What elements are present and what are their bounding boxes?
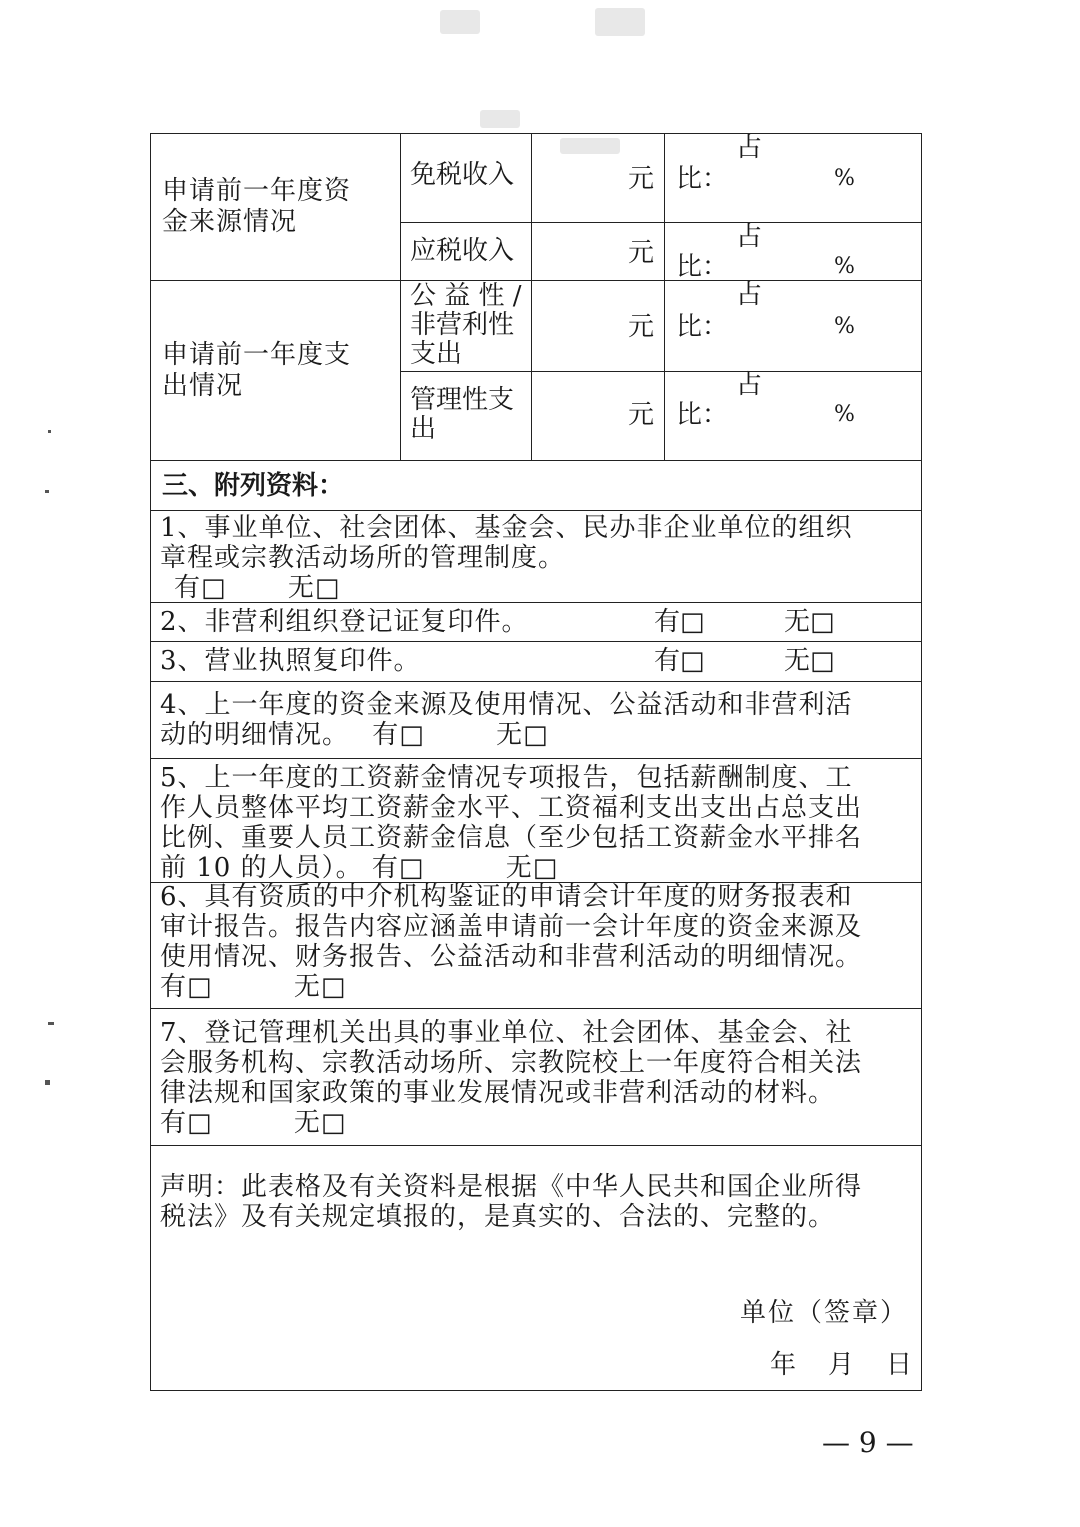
income-type-label: 应税收入 <box>410 236 515 266</box>
date-day: 日 <box>886 1350 913 1380</box>
col-divider <box>400 133 401 460</box>
table-border-left <box>150 133 151 1391</box>
date-year: 年 <box>770 1350 797 1380</box>
checkbox-yes[interactable]: 有□ <box>174 573 227 603</box>
attachment-item-7: 7、登记管理机关出具的事业单位、社会团体、基金会、社 会服务机构、宗教活动场所、宗教院校上一年度符合相关法 律法规和国家政策的事业发展情况或非营利活动的材料。 有□ 无□ <box>160 1018 863 1138</box>
row-divider <box>150 758 922 759</box>
attachment-item-4: 4、上一年度的资金来源及使用情况、公益活动和非营利活 动的明细情况。 有□ 无□ <box>160 690 853 750</box>
checkbox-yes[interactable]: 有□ <box>371 853 425 883</box>
scan-artifact <box>595 8 645 36</box>
row-divider <box>150 280 922 281</box>
checkbox-yes[interactable]: 有□ <box>654 607 705 637</box>
scan-artifact <box>440 10 480 34</box>
checkbox-yes[interactable]: 有□ <box>160 972 213 1002</box>
row-divider <box>150 510 922 511</box>
ratio-top-char: 占 <box>736 133 763 163</box>
amount-unit: 元 <box>628 400 655 430</box>
checkbox-yes[interactable]: 有□ <box>160 1108 213 1138</box>
percent-sign: % <box>834 166 855 191</box>
attachment-item-2: 2、非营利组织登记证复印件。 <box>160 607 529 637</box>
checkbox-no[interactable]: 无□ <box>293 1108 347 1138</box>
checkbox-no[interactable]: 无□ <box>784 646 835 676</box>
ratio-top-char: 占 <box>736 280 763 310</box>
checkbox-no[interactable]: 无□ <box>287 573 341 603</box>
expense-type-label: 公 益 性 / 非营利性 支出 <box>410 281 522 369</box>
col-divider <box>664 133 665 460</box>
percent-sign: % <box>834 254 855 279</box>
row-divider <box>150 681 922 682</box>
declaration: 声明：此表格及有关资料是根据《中华人民共和国企业所得 税法》及有关规定填报的，是真实的、合法的、完整的。 <box>160 1172 863 1232</box>
attachment-item-5: 5、上一年度的工资薪金情况专项报告，包括薪酬制度、工 作人员整体平均工资薪金水平、工资福利支出支出占总支出 比例、重要人员工资薪金信息（至少包括工资薪金水平排名 前 10 的人员）。 有□ 无□ <box>160 763 863 883</box>
row-divider <box>150 1145 922 1146</box>
amount-unit: 元 <box>628 312 655 342</box>
scan-speck <box>45 1080 50 1085</box>
row-divider <box>400 371 922 372</box>
checkbox-no[interactable]: 无□ <box>784 607 835 637</box>
ratio-top-char: 占 <box>736 370 763 400</box>
ratio-label: 比： <box>676 252 729 282</box>
scan-speck <box>48 430 51 433</box>
ratio-label: 比： <box>676 312 729 342</box>
date-month: 月 <box>828 1350 855 1380</box>
scan-speck <box>48 1022 54 1025</box>
attachment-item-6: 6、具有资质的中介机构鉴证的申请会计年度的财务报表和 审计报告。报告内容应涵盖申请前一会计年度的资金来源及 使用情况、财务报告、公益活动和非营利活动的明细情况。 有□ 无□ <box>160 882 863 1002</box>
row-divider <box>400 222 922 223</box>
expense-type-label: 管理性支 出 <box>410 385 515 444</box>
income-label: 申请前一年度资 金来源情况 <box>162 176 352 237</box>
scan-artifact <box>480 110 520 128</box>
ratio-label: 比： <box>676 400 729 430</box>
page-number: — 9 — <box>822 1426 914 1459</box>
row-divider <box>150 641 922 642</box>
attachment-item-3: 3、营业执照复印件。 <box>160 646 421 676</box>
checkbox-no[interactable]: 无□ <box>293 972 347 1002</box>
checkbox-no[interactable]: 无□ <box>496 720 549 750</box>
percent-sign: % <box>834 314 855 339</box>
table-border-bottom <box>150 1390 922 1391</box>
ratio-top-char: 占 <box>736 222 763 252</box>
checkbox-yes[interactable]: 有□ <box>372 720 425 750</box>
row-divider <box>150 460 922 461</box>
scan-artifact <box>560 138 620 154</box>
amount-unit: 元 <box>628 238 655 268</box>
section-title: 三、附列资料： <box>162 471 345 501</box>
attachment-item-1: 1、事业单位、社会团体、基金会、民办非企业单位的组织 章程或宗教活动场所的管理制度。 有□ 无□ <box>160 513 853 603</box>
amount-unit: 元 <box>628 164 655 194</box>
ratio-label: 比： <box>676 164 729 194</box>
percent-sign: % <box>834 402 855 427</box>
table-border-right <box>921 133 922 1391</box>
scan-speck <box>45 490 49 493</box>
col-divider <box>531 133 532 460</box>
table-border-top <box>150 133 922 134</box>
checkbox-yes[interactable]: 有□ <box>654 646 705 676</box>
checkbox-no[interactable]: 无□ <box>505 853 559 883</box>
income-type-label: 免税收入 <box>410 160 515 190</box>
expense-label: 申请前一年度支 出情况 <box>162 340 352 401</box>
row-divider <box>150 1008 922 1009</box>
seal-label: 单位（签章） <box>740 1298 909 1328</box>
